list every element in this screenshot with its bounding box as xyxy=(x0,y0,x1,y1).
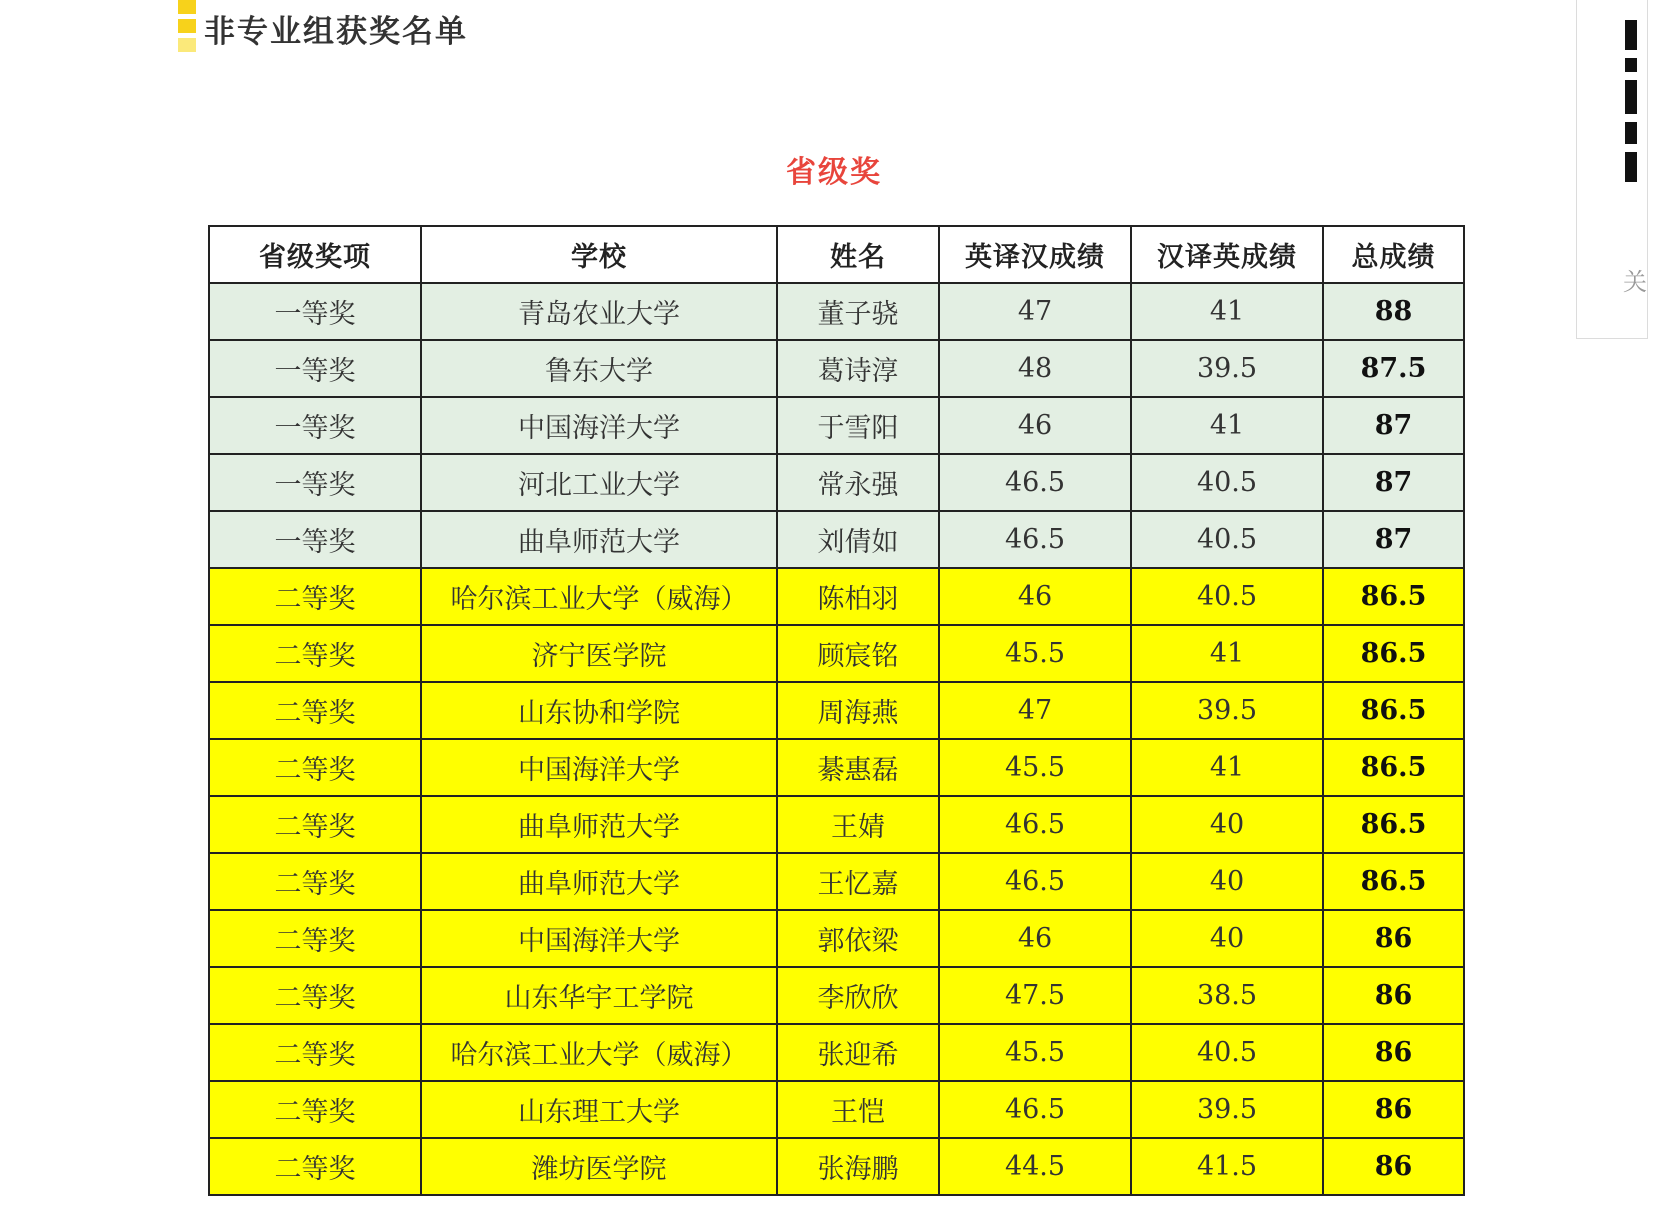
award-level-cell: 一等奖 xyxy=(209,511,421,568)
zh-to-en-score-cell: 41 xyxy=(1131,283,1323,340)
accent-segment xyxy=(178,19,196,33)
section-title: 非专业组获奖名单 xyxy=(204,14,468,50)
name-cell: 李欣欣 xyxy=(777,967,939,1024)
table-row xyxy=(209,739,1464,796)
award-level-cell: 二等奖 xyxy=(209,853,421,910)
table-row xyxy=(209,853,1464,910)
name-cell: 周海燕 xyxy=(777,682,939,739)
table-row xyxy=(209,454,1464,511)
school-cell: 鲁东大学 xyxy=(421,340,777,397)
total-score-cell: 86 xyxy=(1323,1024,1464,1081)
zh-to-en-score-cell: 41 xyxy=(1131,739,1323,796)
school-cell: 曲阜师范大学 xyxy=(421,511,777,568)
award-level-cell: 一等奖 xyxy=(209,397,421,454)
name-cell: 王忆嘉 xyxy=(777,853,939,910)
table-row xyxy=(209,910,1464,967)
en-to-zh-score-cell: 45.5 xyxy=(939,1024,1131,1081)
total-score-cell: 86 xyxy=(1323,910,1464,967)
name-cell: 董子骁 xyxy=(777,283,939,340)
zh-to-en-score-cell: 39.5 xyxy=(1131,1081,1323,1138)
name-cell: 张迎希 xyxy=(777,1024,939,1081)
total-score-cell: 86.5 xyxy=(1323,853,1464,910)
table-row xyxy=(209,1138,1464,1195)
total-score-cell: 86.5 xyxy=(1323,682,1464,739)
school-cell: 济宁医学院 xyxy=(421,625,777,682)
award-level-cell: 二等奖 xyxy=(209,568,421,625)
total-score-cell: 86 xyxy=(1323,967,1464,1024)
side-panel xyxy=(1576,0,1648,339)
name-cell: 綦惠磊 xyxy=(777,739,939,796)
en-to-zh-score-cell: 47 xyxy=(939,682,1131,739)
table-row xyxy=(209,1081,1464,1138)
school-cell: 曲阜师范大学 xyxy=(421,796,777,853)
zh-to-en-score-cell: 40.5 xyxy=(1131,1024,1323,1081)
school-cell: 山东华宇工学院 xyxy=(421,967,777,1024)
award-level-cell: 二等奖 xyxy=(209,1024,421,1081)
en-to-zh-score-cell: 46.5 xyxy=(939,511,1131,568)
zh-to-en-score-cell: 39.5 xyxy=(1131,682,1323,739)
name-cell: 常永强 xyxy=(777,454,939,511)
total-score-cell: 86.5 xyxy=(1323,625,1464,682)
zh-to-en-score-cell: 40 xyxy=(1131,853,1323,910)
en-to-zh-score-cell: 48 xyxy=(939,340,1131,397)
zh-to-en-score-cell: 41 xyxy=(1131,397,1323,454)
en-to-zh-score-cell: 46.5 xyxy=(939,796,1131,853)
total-score-cell: 87 xyxy=(1323,397,1464,454)
en-to-zh-score-cell: 46.5 xyxy=(939,853,1131,910)
school-cell: 潍坊医学院 xyxy=(421,1138,777,1195)
en-to-zh-score-cell: 47.5 xyxy=(939,967,1131,1024)
award-level-cell: 二等奖 xyxy=(209,625,421,682)
table-row xyxy=(209,1024,1464,1081)
header-school: 学校 xyxy=(421,226,777,283)
section-accent-bar xyxy=(178,0,196,56)
table-row xyxy=(209,967,1464,1024)
award-level-cell: 二等奖 xyxy=(209,682,421,739)
award-level-cell: 一等奖 xyxy=(209,283,421,340)
awards-table-container xyxy=(208,225,1463,1196)
award-level-cell: 一等奖 xyxy=(209,340,421,397)
school-cell: 曲阜师范大学 xyxy=(421,853,777,910)
school-cell: 青岛农业大学 xyxy=(421,283,777,340)
en-to-zh-score-cell: 46 xyxy=(939,397,1131,454)
school-cell: 哈尔滨工业大学（威海） xyxy=(421,568,777,625)
award-level-cell: 二等奖 xyxy=(209,967,421,1024)
award-level-cell: 二等奖 xyxy=(209,739,421,796)
table-row xyxy=(209,568,1464,625)
award-level-cell: 一等奖 xyxy=(209,454,421,511)
total-score-cell: 88 xyxy=(1323,283,1464,340)
total-score-cell: 87 xyxy=(1323,454,1464,511)
award-level-cell: 二等奖 xyxy=(209,1081,421,1138)
en-to-zh-score-cell: 46.5 xyxy=(939,454,1131,511)
name-cell: 刘倩如 xyxy=(777,511,939,568)
zh-to-en-score-cell: 39.5 xyxy=(1131,340,1323,397)
table-row xyxy=(209,625,1464,682)
zh-to-en-score-cell: 41.5 xyxy=(1131,1138,1323,1195)
header-zh-to-en-score: 汉译英成绩 xyxy=(1131,226,1323,283)
zh-to-en-score-cell: 40.5 xyxy=(1131,511,1323,568)
table-row xyxy=(209,397,1464,454)
en-to-zh-score-cell: 46.5 xyxy=(939,1081,1131,1138)
school-cell: 河北工业大学 xyxy=(421,454,777,511)
total-score-cell: 86.5 xyxy=(1323,739,1464,796)
name-cell: 葛诗淳 xyxy=(777,340,939,397)
header-total-score: 总成绩 xyxy=(1323,226,1464,283)
awards-table xyxy=(208,225,1465,1196)
school-cell: 哈尔滨工业大学（威海） xyxy=(421,1024,777,1081)
accent-segment xyxy=(178,0,196,14)
school-cell: 山东理工大学 xyxy=(421,1081,777,1138)
school-cell: 中国海洋大学 xyxy=(421,910,777,967)
award-level-cell: 二等奖 xyxy=(209,1138,421,1195)
name-cell: 张海鹏 xyxy=(777,1138,939,1195)
table-row xyxy=(209,283,1464,340)
zh-to-en-score-cell: 38.5 xyxy=(1131,967,1323,1024)
name-cell: 王婧 xyxy=(777,796,939,853)
name-cell: 顾宸铭 xyxy=(777,625,939,682)
name-cell: 王恺 xyxy=(777,1081,939,1138)
zh-to-en-score-cell: 40 xyxy=(1131,796,1323,853)
accent-segment xyxy=(178,38,196,52)
total-score-cell: 87 xyxy=(1323,511,1464,568)
header-award-level: 省级奖项 xyxy=(209,226,421,283)
table-row xyxy=(209,340,1464,397)
en-to-zh-score-cell: 45.5 xyxy=(939,739,1131,796)
zh-to-en-score-cell: 40 xyxy=(1131,910,1323,967)
table-header-row xyxy=(209,226,1464,283)
award-level-cell: 二等奖 xyxy=(209,796,421,853)
school-cell: 山东协和学院 xyxy=(421,682,777,739)
total-score-cell: 86.5 xyxy=(1323,568,1464,625)
name-cell: 郭依梁 xyxy=(777,910,939,967)
header-name: 姓名 xyxy=(777,226,939,283)
award-level-cell: 二等奖 xyxy=(209,910,421,967)
en-to-zh-score-cell: 46 xyxy=(939,568,1131,625)
table-body xyxy=(209,283,1464,1195)
name-cell: 陈柏羽 xyxy=(777,568,939,625)
total-score-cell: 86 xyxy=(1323,1138,1464,1195)
total-score-cell: 86.5 xyxy=(1323,796,1464,853)
zh-to-en-score-cell: 40.5 xyxy=(1131,454,1323,511)
school-cell: 中国海洋大学 xyxy=(421,739,777,796)
side-panel-text: 关 xyxy=(1623,268,1647,296)
zh-to-en-score-cell: 40.5 xyxy=(1131,568,1323,625)
en-to-zh-score-cell: 45.5 xyxy=(939,625,1131,682)
zh-to-en-score-cell: 41 xyxy=(1131,625,1323,682)
total-score-cell: 86 xyxy=(1323,1081,1464,1138)
school-cell: 中国海洋大学 xyxy=(421,397,777,454)
table-row xyxy=(209,682,1464,739)
header-en-to-zh-score: 英译汉成绩 xyxy=(939,226,1131,283)
en-to-zh-score-cell: 46 xyxy=(939,910,1131,967)
table-title: 省级奖 xyxy=(786,155,882,190)
en-to-zh-score-cell: 44.5 xyxy=(939,1138,1131,1195)
name-cell: 于雪阳 xyxy=(777,397,939,454)
total-score-cell: 87.5 xyxy=(1323,340,1464,397)
table-row xyxy=(209,796,1464,853)
en-to-zh-score-cell: 47 xyxy=(939,283,1131,340)
qr-code-fragment xyxy=(1625,20,1637,198)
table-row xyxy=(209,511,1464,568)
